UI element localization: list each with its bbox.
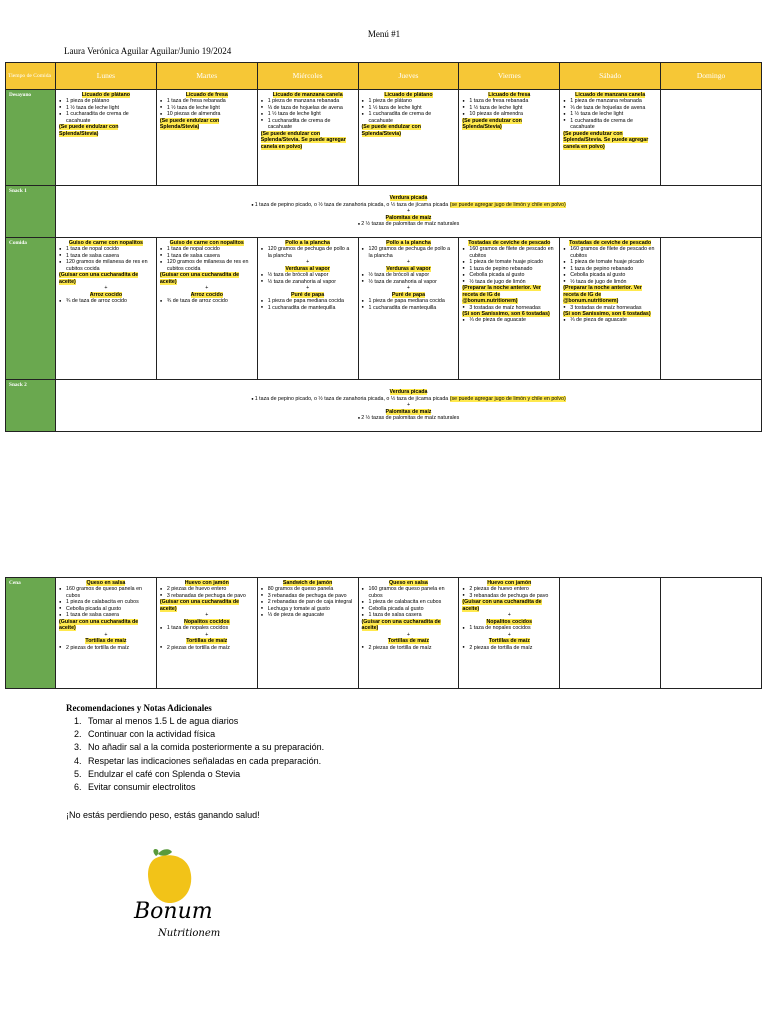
recommendations-list: [66, 715, 324, 794]
dish-title: Tostadas de ceviche de pescado: [569, 240, 652, 246]
dish-title: Tortillas de maíz: [186, 638, 228, 645]
ingredient-item: ● 1 pieza de calabacita en cubos: [369, 599, 456, 605]
meal-cell: [661, 90, 762, 186]
dish-title: Verdura picada: [389, 195, 428, 202]
meal-cell: [156, 90, 257, 186]
plus-separator: +: [507, 612, 511, 619]
prep-note-wrap: [59, 619, 153, 632]
prep-note-wrap: [462, 118, 556, 131]
plus-separator: +: [406, 285, 410, 292]
ingredient-item: ● 1 ½ taza de leche light: [570, 111, 657, 117]
ingredient-item: ● 1 ½ taza de leche light: [268, 111, 355, 117]
ingredient-list: [59, 246, 153, 272]
prep-note: (Preparar la noche anterior. Ver receta de IG de @bonum.nutritionem): [462, 285, 541, 305]
ingredient-item: ● ½ taza de zanahoria al vapor: [268, 279, 355, 285]
ingredient-item: ● 1 pieza de papa mediana cocida: [369, 298, 456, 304]
prep-note: (Se puede endulzar con Splenda/Stevia. Se puede agregar canela en polvo): [563, 130, 649, 150]
ingredient-item: ● 1 pieza de manzana rebanada: [268, 98, 355, 104]
dish-title: Pollo a la plancha: [285, 240, 330, 246]
row-label: Snack 2: [6, 380, 56, 432]
ingredient-list: [261, 586, 355, 618]
lemon-icon: [148, 849, 191, 903]
meal-cell: [459, 90, 560, 186]
ingredient-item: ● Lechuga y tomate al gusto: [268, 606, 355, 612]
ingredient-list: [462, 317, 556, 323]
ingredient-item: ● 3 rebanadas de pechuga de pavo: [469, 593, 556, 599]
dish-title: Queso en salsa: [86, 580, 126, 586]
ingredient-list: [362, 586, 456, 618]
plus-separator: +: [205, 285, 209, 292]
ingredient-list: [59, 645, 153, 651]
snack-line: ● 1 taza de pepino picado, o ½ taza de zanahoria picada, o ½ taza de jícama picada: [251, 202, 448, 208]
header-corner: Tiempo de Comida: [6, 63, 56, 90]
ingredient-item: ● 2 piezas de tortilla de maíz: [66, 645, 153, 651]
dish-title: Huevo con jamón: [184, 580, 229, 586]
plus-separator: +: [205, 612, 209, 619]
row-snack-2: [6, 380, 762, 432]
ingredient-item: ● ½ taza de brócoli al vapor: [369, 272, 456, 278]
recommendation-item: 1. Tomar al menos 1.5 L de agua diarios: [84, 715, 324, 728]
dish-title: Guiso de carne con nopalitos: [68, 240, 143, 246]
ingredient-list: [362, 298, 456, 311]
prep-note: (Se puede endulzar con Splenda/Stevia. Se puede agregar canela en polvo): [260, 130, 346, 150]
ingredient-item: ● 1 taza de nopales cocidos: [167, 625, 254, 631]
header-row: [6, 63, 762, 90]
ingredient-list: [59, 98, 153, 124]
dish-title: Licuado de plátano: [384, 92, 433, 98]
ingredient-item: ● ¾ de taza de arroz cocido: [167, 298, 254, 304]
row-comida: [6, 238, 762, 380]
ingredient-item: ● 1 taza de salsa casera: [167, 253, 254, 259]
prep-note-wrap: [462, 285, 556, 304]
ingredient-list: [462, 586, 556, 599]
ingredient-item: ● 1 pieza de plátano: [66, 98, 153, 104]
ingredient-list: [462, 246, 556, 285]
ingredient-item: ● 120 gramos de pechuga de pollo a la plancha: [369, 246, 456, 259]
meal-cell: [358, 578, 459, 689]
ingredient-item: ● 1 cucharadita de crema de cacahuate: [570, 118, 657, 131]
ingredient-item: ● 1 taza de fresa rebanada: [469, 98, 556, 104]
ingredient-list: [563, 98, 657, 130]
ingredient-item: ● ½ taza de jugo de limón: [570, 279, 657, 285]
ingredient-item: ● 1 pieza de calabacita en cubos: [66, 599, 153, 605]
lemon-body: [148, 855, 191, 903]
dish-title: Palomitas de maíz: [385, 214, 432, 221]
prep-note: (Se puede endulzar con Splenda/Stevia): [361, 124, 421, 137]
ingredient-item: ● 3 tostadas de maíz horneadas: [570, 305, 657, 311]
ingredient-item: ● ⅓ de taza de hojuelas de avena: [570, 105, 657, 111]
ingredient-list: [160, 98, 254, 117]
bonum-logo: [118, 848, 253, 943]
plus-separator: +: [406, 402, 411, 409]
ingredient-item: ● Cebolla picada al gusto: [369, 606, 456, 612]
dish-title: Queso en salsa: [389, 580, 428, 586]
ingredient-item: ● Cebolla picada al gusto: [66, 606, 153, 612]
meal-cell: [560, 238, 661, 380]
prep-note: (Se puede endulzar con Splenda/Stevia): [159, 117, 220, 131]
ingredient-item: ● ⅓ de pieza de aguacate: [469, 317, 556, 323]
header-day: Sábado: [560, 63, 661, 90]
ingredient-list: [362, 246, 456, 259]
ingredient-item: ● 2 piezas de huevo entero: [469, 586, 556, 592]
ingredient-list: [362, 645, 456, 651]
meal-cell: [459, 238, 560, 380]
ingredient-item: ● 1 taza de fresa rebanada: [167, 98, 254, 104]
snack-note: (se puede agregar jugo de limón y chile en polvo): [449, 395, 566, 402]
meal-cell: [56, 578, 157, 689]
header-day: Viernes: [459, 63, 560, 90]
plus-separator: +: [406, 208, 411, 215]
ingredient-item: ● ⅓ de pieza de aguacate: [268, 612, 355, 618]
ingredient-list: [160, 246, 254, 272]
dish-title: Tortillas de maíz: [85, 638, 127, 645]
dish-title: Arroz cocido: [190, 291, 223, 298]
ingredient-item: ● 1 cucharadita de crema de cacahuate: [268, 118, 355, 131]
recommendation-item: 3. No añadir sal a la comida posteriormente a su preparación.: [84, 741, 324, 754]
plus-separator: +: [306, 285, 310, 292]
menu-table-bottom: [5, 577, 762, 689]
snack-cell: [56, 186, 762, 238]
prep-note-wrap: [362, 124, 456, 137]
dish-title: Nopalitos cocidos: [486, 618, 533, 625]
prep-note: (Guisar con una cucharadita de aceite): [361, 618, 441, 632]
ingredient-list: [160, 298, 254, 304]
row-label: Cena: [6, 578, 56, 689]
prep-note: (Si son Sanissimo, son 6 tostadas): [563, 310, 651, 317]
prep-note-wrap: [59, 124, 153, 137]
ingredient-item: ● 1 ½ taza de leche light: [369, 105, 456, 111]
prep-note: (Si son Sanissimo, son 6 tostadas): [462, 310, 550, 317]
prep-note-wrap: [160, 599, 254, 612]
ingredient-item: ● 1 cucharadita de crema de cacahuate: [369, 111, 456, 124]
prep-note: (Guisar con una cucharadita de aceite): [159, 599, 240, 612]
row-snack-1: [6, 186, 762, 238]
header-day: Lunes: [56, 63, 157, 90]
plus-separator: +: [104, 631, 108, 638]
header-day: Domingo: [661, 63, 762, 90]
ingredient-list: [261, 98, 355, 130]
ingredient-item: ● 120 gramos de milanesa de res en cubitos cocida: [167, 259, 254, 272]
ingredient-item: ● 1 ½ taza de leche light: [469, 105, 556, 111]
menu-table-top: [5, 62, 762, 432]
prep-note-wrap: [59, 272, 153, 285]
prep-note: (Guisar con una cucharadita de aceite): [159, 272, 240, 285]
meal-cell: [56, 90, 157, 186]
ingredient-item: ● ¾ de taza de arroz cocido: [66, 298, 153, 304]
plus-separator: +: [104, 285, 108, 292]
ingredient-list: [59, 298, 153, 304]
ingredient-item: ● 2 piezas de tortilla de maíz: [369, 645, 456, 651]
ingredient-item: ● 1 pieza de manzana rebanada: [570, 98, 657, 104]
ingredient-list: [160, 586, 254, 599]
dish-title: Guiso de carne con nopalitos: [169, 240, 244, 246]
dish-title: Huevo con jamón: [487, 580, 532, 586]
row-cena: [6, 578, 762, 689]
prep-note: (Se puede endulzar con Splenda/Stevia): [462, 117, 522, 131]
dish-title: Tostadas de ceviche de pescado: [468, 240, 551, 246]
ingredient-item: ● ⅓ de taza de hojuelas de avena: [268, 105, 355, 111]
recommendations: [66, 703, 324, 794]
recommendation-item: 4. Respetar las indicaciones señaladas en cada preparación.: [84, 755, 324, 768]
ingredient-item: ● 1 taza de nopal cocido: [167, 246, 254, 252]
logo-word-bonum: Bonum: [134, 899, 213, 924]
ingredient-item: ● 1 pieza de tomate huaje picado: [469, 259, 556, 265]
dish-title: Nopalitos cocidos: [183, 618, 230, 625]
meal-cell: [459, 578, 560, 689]
ingredient-item: ● 1 ½ taza de leche light: [167, 105, 254, 111]
dish-title: Verdura picada: [389, 389, 428, 396]
dish-title: Verduras al vapor: [386, 265, 431, 272]
leaf-icon: [158, 849, 172, 856]
ingredient-list: [563, 317, 657, 323]
ingredient-list: [462, 305, 556, 311]
plus-separator: +: [507, 631, 511, 638]
prep-note-wrap: [462, 599, 556, 612]
ingredient-item: ● 2 piezas de tortilla de maíz: [167, 645, 254, 651]
ingredient-item: ● ½ taza de jugo de limón: [469, 279, 556, 285]
dish-title: Licuado de manzana canela: [575, 92, 646, 98]
ingredient-list: [362, 272, 456, 285]
ingredient-list: [563, 305, 657, 311]
prep-note-wrap: [362, 619, 456, 632]
row-desayuno: [6, 90, 762, 186]
meal-cell: [358, 238, 459, 380]
dish-title: Tortillas de maíz: [387, 638, 430, 645]
dish-title: Tortillas de maíz: [488, 638, 530, 645]
ingredient-item: ● 10 piezas de almendra: [167, 111, 254, 117]
ingredient-item: ● 2 piezas de huevo entero: [167, 586, 254, 592]
snack-note: (se puede agregar jugo de limón y chile en polvo): [449, 201, 566, 208]
ingredient-item: ● 1 taza de pepino rebanado: [570, 266, 657, 272]
prep-note-wrap: [563, 131, 657, 150]
prep-note-wrap: [261, 131, 355, 150]
meal-cell: [156, 238, 257, 380]
prep-note-wrap: [160, 272, 254, 285]
recommendations-title: Recomendaciones y Notas Adicionales: [66, 703, 212, 713]
logo-word-nutritionem: Nutritionem: [158, 928, 221, 939]
dish-title: Pollo a la plancha: [386, 240, 431, 246]
ingredient-list: [160, 625, 254, 631]
ingredient-item: ● 3 rebanadas de pechuga de pavo: [167, 593, 254, 599]
ingredient-list: [160, 645, 254, 651]
snack-cell: [56, 380, 762, 432]
row-label: Comida: [6, 238, 56, 380]
meal-cell: [358, 90, 459, 186]
recommendation-item: 2. Continuar con la actividad física: [84, 728, 324, 741]
meal-cell: [156, 578, 257, 689]
ingredient-item: ● 3 rebanadas de pechuga de pavo: [268, 593, 355, 599]
dish-title: Sandwich de jamón: [282, 580, 333, 586]
meal-cell: [257, 90, 358, 186]
ingredient-item: ● 1 cucharadita de mantequilla: [268, 305, 355, 311]
snack-line: ● 2 ½ tazas de palomitas de maíz naturales: [358, 415, 460, 421]
prep-note: (Guisar con una cucharadita de aceite): [59, 272, 139, 285]
ingredient-item: ● 1 taza de salsa casera: [66, 612, 153, 618]
dish-title: Puré de papa: [290, 291, 325, 298]
meal-cell: [560, 578, 661, 689]
dish-title: Licuado de fresa: [185, 92, 228, 98]
ingredient-list: [563, 246, 657, 285]
plus-separator: +: [306, 259, 310, 266]
snack-line: ● 2 ½ tazas de palomitas de maíz naturales: [358, 221, 460, 227]
meal-cell: [661, 238, 762, 380]
ingredient-item: ● 1 taza de salsa casera: [66, 253, 153, 259]
ingredient-item: ● 1 pieza de papa mediana cocida: [268, 298, 355, 304]
prep-note: (Preparar la noche anterior. Ver receta de IG de @bonum.nutritionem): [563, 285, 642, 305]
ingredient-item: ● 1 pieza de tomate huaje picado: [570, 259, 657, 265]
ingredient-item: ● ⅓ de pieza de aguacate: [570, 317, 657, 323]
row-label: Snack 1: [6, 186, 56, 238]
ingredient-item: ● 1 taza de nopales cocidos: [469, 625, 556, 631]
ingredient-item: ● ½ taza de brócoli al vapor: [268, 272, 355, 278]
dish-title: Verduras al vapor: [285, 265, 330, 272]
motto: ¡No estás perdiendo peso, estás ganando salud!: [66, 810, 260, 820]
ingredient-item: ● 160 gramos de filete de pescado en cubitos: [570, 246, 657, 259]
ingredient-item: ● Cebolla picada al gusto: [469, 272, 556, 278]
dish-title: Palomitas de maíz: [385, 408, 432, 415]
ingredient-item: ● ½ taza de zanahoria al vapor: [369, 279, 456, 285]
ingredient-item: ● 1 taza de salsa casera: [369, 612, 456, 618]
meal-cell: [56, 238, 157, 380]
ingredient-list: [261, 298, 355, 311]
ingredient-item: ● 120 gramos de milanesa de res en cubitos cocida: [66, 259, 153, 272]
prep-note: (Guisar con una cucharadita de aceite): [462, 599, 542, 612]
ingredient-list: [362, 98, 456, 124]
ingredient-item: ● 1 ½ taza de leche light: [66, 105, 153, 111]
patient-name-date: Laura Verónica Aguilar Aguilar/Junio 19/2024: [64, 46, 232, 56]
ingredient-item: ● Cebolla picada al gusto: [570, 272, 657, 278]
dish-title: Arroz cocido: [89, 291, 123, 298]
meal-cell: [257, 238, 358, 380]
snack-line: ● 1 taza de pepino picado, o ½ taza de zanahoria picada, o ½ taza de jícama picada: [251, 396, 448, 402]
dish-title: Licuado de fresa: [488, 92, 531, 98]
ingredient-item: ● 1 taza de pepino rebanado: [469, 266, 556, 272]
ingredient-item: ● 1 cucharadita de crema de cacahuate: [66, 111, 153, 124]
recommendation-item: 5. Endulzar el café con Splenda o Stevia: [84, 768, 324, 781]
ingredient-item: ● 3 tostadas de maíz horneadas: [469, 305, 556, 311]
menu-title: Menú #1: [367, 29, 401, 39]
plus-separator: +: [406, 631, 410, 638]
recommendation-item: 6. Evitar consumir electrolitos: [84, 781, 324, 794]
ingredient-list: [462, 98, 556, 117]
ingredient-list: [462, 625, 556, 631]
ingredient-list: [462, 645, 556, 651]
ingredient-item: ● 1 taza de nopal cocido: [66, 246, 153, 252]
ingredient-list: [261, 272, 355, 285]
ingredient-list: [59, 586, 153, 618]
ingredient-item: ● 2 rebanadas de pan de caja integral: [268, 599, 355, 605]
plus-separator: +: [205, 631, 209, 638]
meal-cell: [560, 90, 661, 186]
leaf-icon: [153, 849, 158, 856]
prep-note-wrap: [563, 285, 657, 304]
ingredient-item: ● 80 gramos de queso panela: [268, 586, 355, 592]
ingredient-item: ● 160 gramos de filete de pescado en cubitos: [469, 246, 556, 259]
dish-title: Puré de papa: [391, 291, 426, 298]
prep-note: (Se puede endulzar con Splenda/Stevia): [59, 124, 119, 137]
dish-title: Licuado de manzana canela: [272, 92, 343, 98]
ingredient-item: ● 160 gramos de queso panela en cubos: [369, 586, 456, 599]
prep-note-wrap: [160, 118, 254, 131]
ingredient-item: ● 1 pieza de plátano: [369, 98, 456, 104]
ingredient-list: [261, 246, 355, 259]
ingredient-item: ● 120 gramos de pechuga de pollo a la plancha: [268, 246, 355, 259]
ingredient-item: ● 10 piezas de almendra: [469, 111, 556, 117]
meal-cell: [257, 578, 358, 689]
prep-note: (Guisar con una cucharadita de aceite): [59, 618, 139, 632]
ingredient-item: ● 1 cucharadita de mantequilla: [369, 305, 456, 311]
plus-separator: +: [406, 259, 410, 266]
header-day: Martes: [156, 63, 257, 90]
header-day: Miércoles: [257, 63, 358, 90]
ingredient-item: ● 160 gramos de queso panela en cubos: [66, 586, 153, 599]
header-day: Jueves: [358, 63, 459, 90]
row-label: Desayuno: [6, 90, 56, 186]
dish-title: Licuado de plátano: [81, 92, 131, 98]
ingredient-item: ● 2 piezas de tortilla de maíz: [469, 645, 556, 651]
meal-cell: [661, 578, 762, 689]
